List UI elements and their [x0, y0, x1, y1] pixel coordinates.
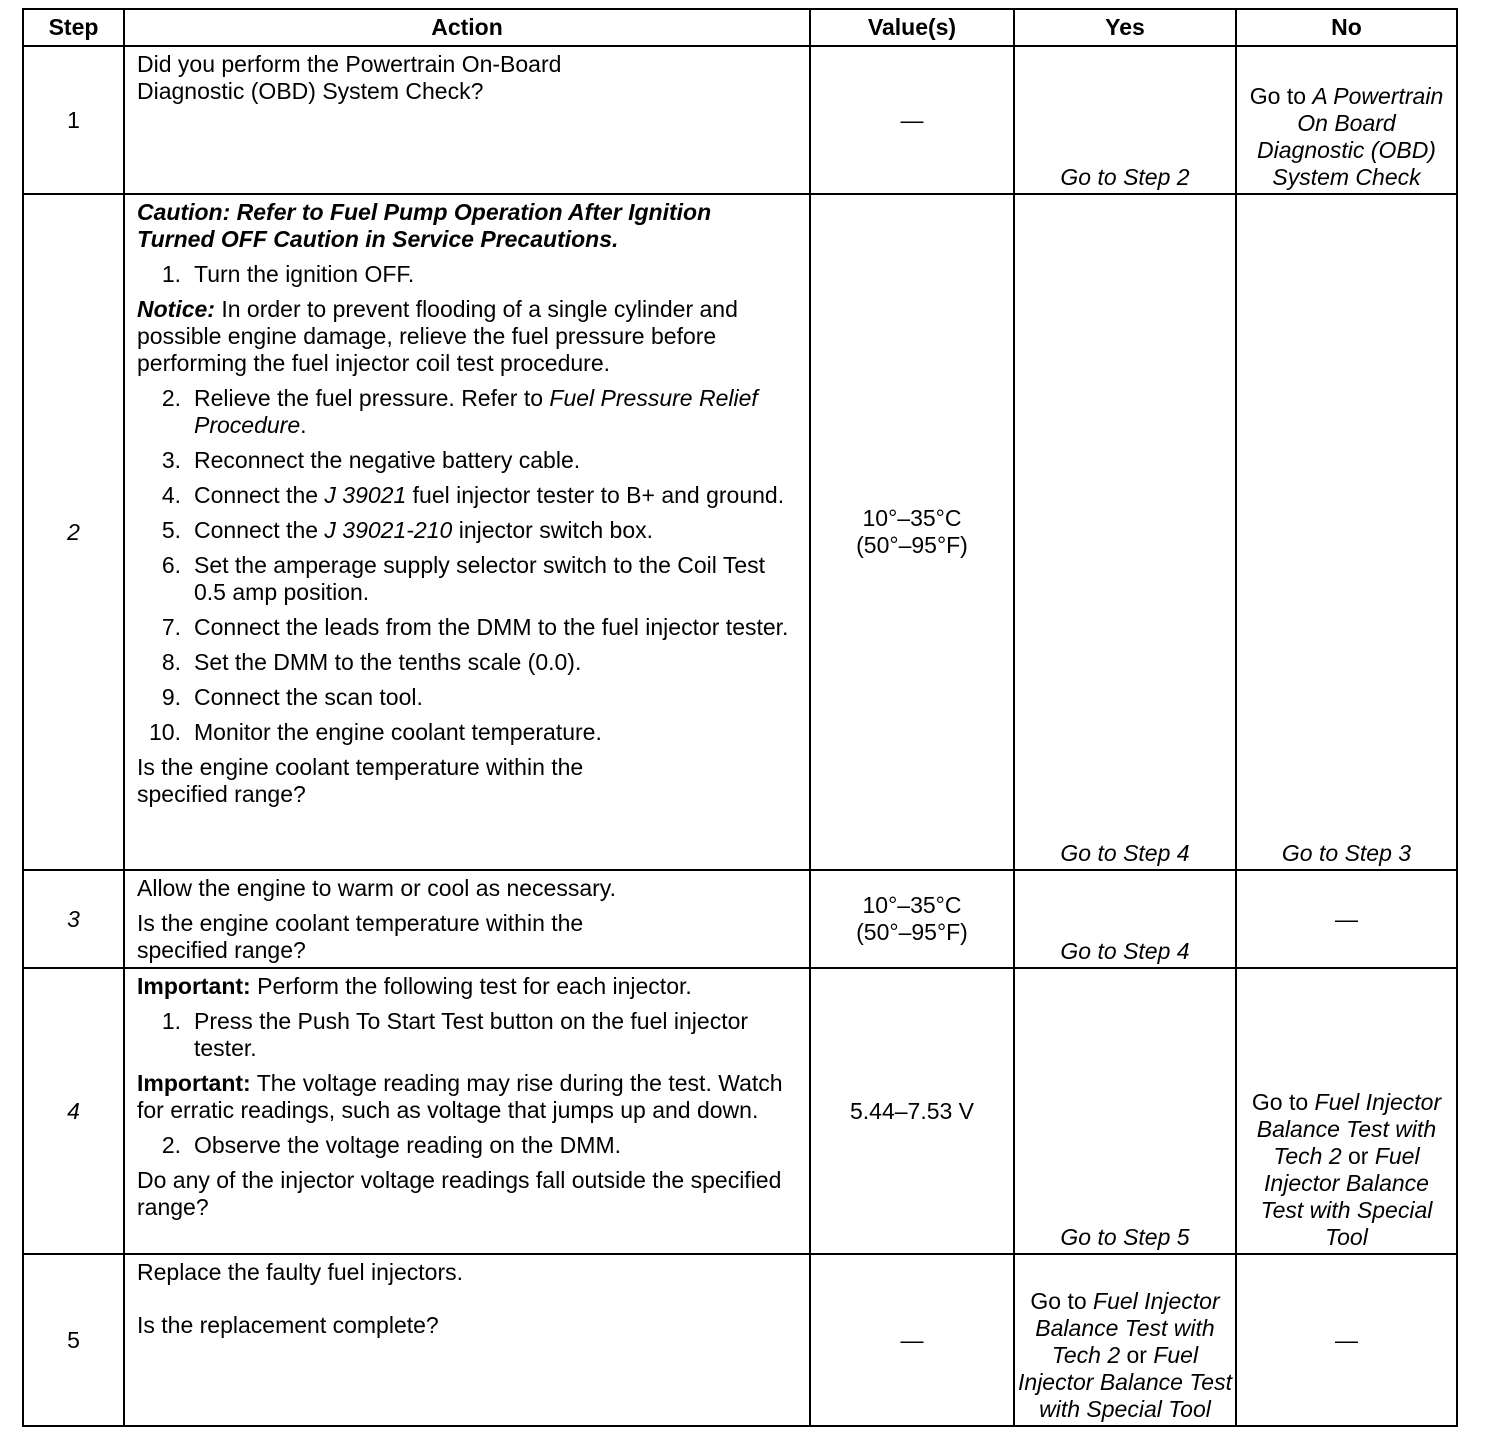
yes-link[interactable]: Go to Step 5	[1060, 1224, 1190, 1250]
no-cell	[1236, 46, 1457, 194]
action-cell	[124, 46, 810, 194]
yes-link[interactable]: Go to Step 4	[1060, 840, 1190, 866]
action-cell	[124, 968, 810, 1254]
value-cell: —	[810, 46, 1014, 194]
table-row-step-4	[23, 968, 1457, 1254]
reference-link[interactable]: Fuel Pressure Relief Procedure	[194, 385, 758, 438]
list-item: 7. Connect the leads from the DMM to the fuel injector tester.	[161, 614, 789, 640]
yes-prefix: Go to	[1030, 1288, 1094, 1314]
yes-cell	[1014, 870, 1236, 968]
yes-cell	[1014, 1254, 1236, 1426]
notice-text: Notice: In order to prevent flooding of a single cylinder and possible engine damage, relieve the fuel pressure before performing the fuel injector coil test procedure.	[137, 296, 738, 376]
list-item: 3. Reconnect the negative battery cable.	[161, 447, 581, 473]
header-step: Step	[23, 9, 124, 46]
list-item: 9. Connect the scan tool.	[161, 684, 423, 710]
important-text: Important: Perform the following test for each injector.	[137, 973, 692, 999]
instruction-text: Replace the faulty fuel injectors.	[137, 1259, 464, 1285]
table-row-step-3	[23, 870, 1457, 968]
list-item: 1. Turn the ignition OFF.	[161, 261, 415, 287]
no-prefix: Go to	[1251, 1089, 1315, 1115]
question-text: Is the engine coolant temperature within the specified range?	[137, 910, 584, 963]
list-item: 6. Set the amperage supply selector switch to the Coil Test 0.5 amp position.	[161, 552, 766, 605]
no-link[interactable]: Go to Step 3	[1281, 840, 1412, 866]
list-item: 1. Press the Push To Start Test button on the fuel injector tester.	[161, 1008, 749, 1061]
diagnostic-table-page	[22, 8, 1456, 1427]
table-row-step-1	[23, 46, 1457, 194]
list-item: 10. Monitor the engine coolant temperature.	[149, 719, 602, 745]
diagnostic-table	[22, 8, 1458, 1427]
yes-link[interactable]: Go to Step 4	[1060, 938, 1190, 964]
value-cell: 10°–35°C (50°–95°F)	[810, 870, 1014, 968]
yes-or: or	[1120, 1342, 1154, 1368]
no-link[interactable]: Fuel Injector Balance Test with Tech 2	[1256, 1089, 1442, 1169]
question-text: Is the replacement complete?	[137, 1312, 439, 1338]
step-number: 1	[23, 46, 124, 194]
step-number: 4	[23, 968, 124, 1254]
action-cell	[124, 194, 810, 870]
list-item: 5. Connect the J 39021-210 injector switch box.	[161, 517, 654, 543]
no-cell	[1236, 194, 1457, 870]
procedure-list	[137, 261, 795, 288]
no-or: or	[1341, 1143, 1375, 1169]
list-item: 2. Observe the voltage reading on the DMM.	[161, 1132, 622, 1158]
yes-cell	[1014, 968, 1236, 1254]
list-item: 2. Relieve the fuel pressure. Refer to Fuel Pressure Relief Procedure.	[161, 385, 758, 438]
procedure-list	[137, 385, 795, 746]
action-cell	[124, 1254, 810, 1426]
yes-link[interactable]: Go to Step 2	[1060, 164, 1190, 190]
question-text: Did you perform the Powertrain On-Board Diagnostic (OBD) System Check?	[137, 51, 562, 104]
caution-text: Caution: Refer to Fuel Pump Operation After Ignition Turned OFF Caution in Service Precautions.	[137, 199, 712, 252]
step-number: 3	[23, 870, 124, 968]
no-cell: —	[1236, 1254, 1457, 1426]
list-item: 8. Set the DMM to the tenths scale (0.0).	[161, 649, 582, 675]
no-prefix: Go to	[1249, 83, 1313, 109]
tool-reference: J 39021-210	[324, 517, 453, 543]
question-text: Is the engine coolant temperature within the specified range?	[137, 754, 584, 807]
no-link-alt[interactable]: Fuel Injector Balance Test with Special Tool	[1260, 1143, 1433, 1250]
procedure-list	[137, 1008, 795, 1062]
table-row-step-2	[23, 194, 1457, 870]
yes-link[interactable]: Fuel Injector Balance Test with Tech 2	[1035, 1288, 1220, 1368]
instruction-text: Allow the engine to warm or cool as necessary.	[137, 875, 616, 901]
value-cell: 5.44–7.53 V	[810, 968, 1014, 1254]
question-text: Do any of the injector voltage readings fall outside the specified range?	[137, 1167, 782, 1220]
value-cell: 10°–35°C (50°–95°F)	[810, 194, 1014, 870]
action-cell	[124, 870, 810, 968]
step-number: 5	[23, 1254, 124, 1426]
header-action: Action	[124, 9, 810, 46]
procedure-list	[137, 1132, 795, 1159]
list-item: 4. Connect the J 39021 fuel injector tester to B+ and ground.	[161, 482, 785, 508]
header-values: Value(s)	[810, 9, 1014, 46]
value-cell: —	[810, 1254, 1014, 1426]
header-yes: Yes	[1014, 9, 1236, 46]
step-number: 2	[23, 194, 124, 870]
tool-reference: J 39021	[324, 482, 407, 508]
header-no: No	[1236, 9, 1457, 46]
no-cell: —	[1236, 870, 1457, 968]
no-link[interactable]: A Powertrain On Board Diagnostic (OBD) System Check	[1257, 83, 1444, 190]
table-row-step-5	[23, 1254, 1457, 1426]
yes-link-alt[interactable]: Fuel Injector Balance Test with Special Tool	[1018, 1342, 1232, 1422]
no-cell	[1236, 968, 1457, 1254]
yes-cell	[1014, 46, 1236, 194]
header-row	[23, 9, 1457, 46]
yes-cell	[1014, 194, 1236, 870]
important-text: Important: The voltage reading may rise during the test. Watch for erratic readings, such as voltage that jumps up and down.	[137, 1070, 783, 1123]
